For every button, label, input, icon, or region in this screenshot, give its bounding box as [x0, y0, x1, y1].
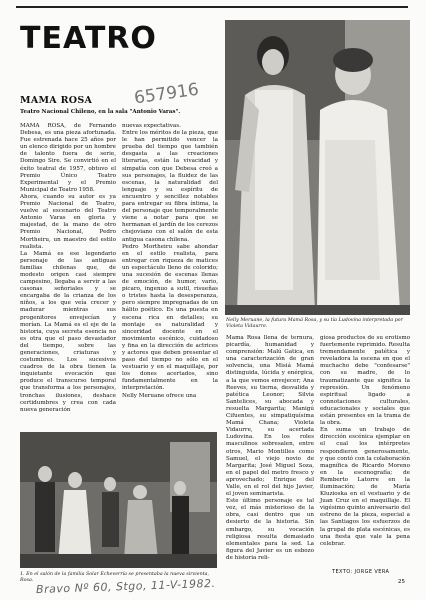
article-column-3: Mama Rosa llena de ternura, picardía, humanidad y comprensión: Malú Gatica, en una caracterización de gran solvencia, una Misiá Mamá distinguida, lúcida y enérgica, a la que vemos envejecer; Ana Reeves, su tierna, desvalida y patética Leonor; Silvia Santelices, su abocada y resuelta Margarita; Manigú Cifuentes, su simpatiquísima Mamá Chana; Violeta Vidaurre, su acertada Ludovina. En los roles masculinos sobresalen, entre otros, Mario Montilles como Samuel, el viejo novio de Margarita; José Miguel Soza, en el papel del metro fresco y aprovechado; Enrique del Valle, en el rol del hijo Javier, el joven seminarista. Este último personaje es tal vez, el más misterioso de la obra, casi dentro que un desierto de la historia. Sin embargo, su vocación religiosa resulta demasiado elementales para la sed. La figura del Javier es un esbozo de historia reli- [226, 335, 314, 561]
article-title: MAMA ROSA [20, 95, 93, 106]
article-column-1: MAMA ROSA, de Fernando Debesa, es una pieza afortunada. Fue estrenada hace 25 años por un elenco dirigido por un hombre de talento fuera de serie, Domingo Sire. Se convirtió en el éxito teatral de 1957, obtuvo el Premio Único Teatro Experimental y el Premio Municipal de Teatro 1958. Ahora, cuando su autor es ya Premio Nacional de Teatro, vuelve al escenario del Teatro Antonio Varas en gloria y majestad, de la mano de otro Premio Nacional, Pedro Mortheiru, un maestro del estilo realista. La Mamá es ese legendario personaje de las antiguas familias chilenas que, de modesto origen casi siempre campesino, llegaba a servir a las casonas señoriales y se encargaba de la crianza de los niños, a los que veía crecer y madurar mientras sus progenitores envejecían y morían. La Mamá es el eje de la historia, cuya secreta esencia no es otra que el paso devastador del tiempo, sobre las generaciones, criaturas y costumbres. Los sucesivos cuadros de la obra tienen la inquietante evocación que produce el transcurso temporal que transforma a los personajes, tronchas ilusiones, deshace certidumbres y crea con cada nueva generación [20, 123, 116, 413]
handwritten-archive-number: 657916 [132, 79, 200, 109]
caption-bottom-photo: 1. En el salón de la familia Solar Echeverría se presentaba la nueva sirvienta, Rosa. [20, 572, 210, 583]
handwritten-source-note: Bravo Nº 60, Stgo, 11-V-1982. [35, 576, 216, 597]
photo-family-salon [20, 432, 217, 568]
section-title: TEATRO [20, 21, 157, 56]
top-rule [16, 6, 408, 8]
article-column-4: giosa productos de su erotismo fuertemente reprimido. Resulta tremendamente patética y reveladora la escena en que el muchacho debe "confesarse" con su madre, de lo traumatizante que significa la represión. Un fenómeno espiritual ligado a connotaciones culturales, educacionales y sociales que están presentes en la trama de la obra. En suma un trabajo de dirección escénica ejemplar en el cual los intérpretes respondieron generosamente, y que contó con la colaboración magnífica de Ricardo Moreno en la escenografía; de Remberto Latorre en la iluminación; de María Kluzioska en el vestuario y de Juan Cruz en el maquillaje. El vigésimo quinto aniversario del estreno de la pieza, especial a las Santiagos los esfuerzos de la grupal de plata escénicas, es una fiesta que vale la pena celebrar. [320, 335, 410, 547]
article-column-2: nuevas expectativas. Entre los méritos de la pieza, que le han permitido vencer la prueba del tiempo que también desgasta a las creaciones literarias, están la vivacidad y simpatía con que Debesa creó a sus personajes, la fluidez de las escenas, la naturalidad del lenguaje y su espíritu de encuentro y sencillez notables para entregar su fibra íntima, la del personaje que temporalmente viene a notar para que se hermanan el jardín de los cerezos chejoviano con el salón de esta antigua casona chilena. Pedro Mortheiru sabe ahondar en el estilo realista, para entregar con riqueza de matices un espectáculo lleno de colorido; una sucesión de escenas llenas de emoción, de humor, vario, picaro, ingenuo a sutil, risueñas o tristes hasta la desesperanza, pero siempre impregnadas de un hálito poético. Es una puesta en escena rica en detalles; su montaje es naturalidad y sinceridad docente en el movimiento escénico, cuidadoso y fina en la dirección de actrices y actores que deben presentar el paso del tiempo no sólo en el vestuario y en el maquillaje, por los dones acertados, sino fundamentalmente en la interpretación. Nelly Meruane ofrece una [122, 123, 219, 399]
photo-actresses [225, 20, 410, 315]
caption-right-photo: Nelly Meruane, la futura Mamá Rosa, y su tía Ludovina interpretada por Violeta Vidaurre. [226, 318, 403, 329]
author-credit: TEXTO: JORGE VERA [332, 569, 390, 575]
page-number: 25 [398, 579, 405, 585]
article-subtitle: Teatro Nacional Chileno, en la sala "Antonio Varas". [20, 109, 181, 115]
